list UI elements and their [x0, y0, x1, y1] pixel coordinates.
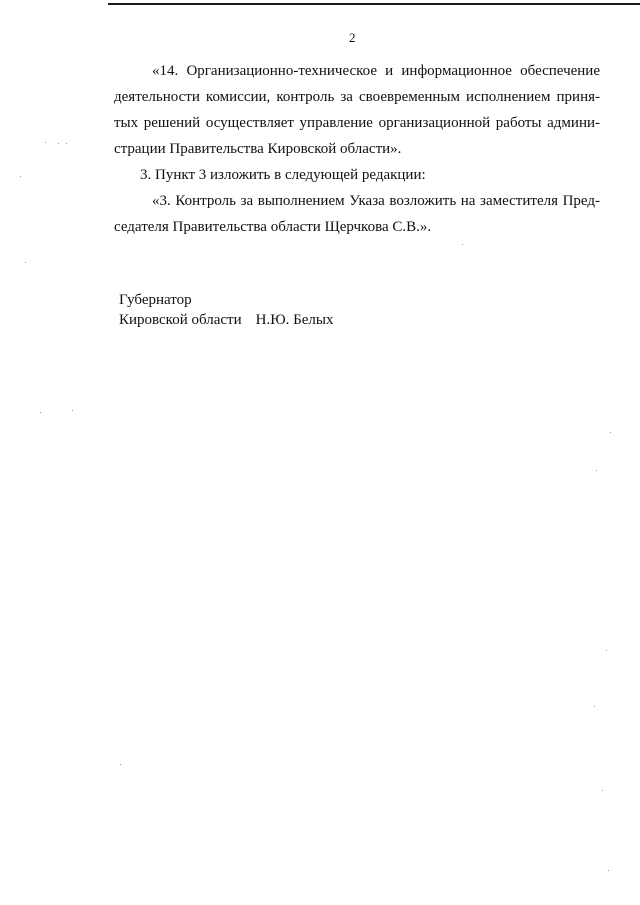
paragraph-14-line-2: деятельности комиссии, контроль за своевременным исполнением приня-	[114, 89, 600, 105]
document-body	[114, 58, 600, 240]
signature-title-line-1: Губернатор	[119, 292, 192, 308]
paragraph-14-line-4: страции Правительства Кировской области».	[114, 141, 402, 157]
scan-speck	[602, 790, 603, 791]
item-3-text-line-2: седателя Правительства области Щерчкова С.В.».	[114, 219, 432, 235]
scan-speck	[66, 143, 67, 144]
top-rule-divider	[108, 3, 640, 5]
item-3-text-line-1: «3. Контроль за выполнением Указа возложить на заместителя Пред-	[152, 193, 600, 209]
scan-speck	[20, 176, 21, 177]
scan-speck	[40, 412, 41, 413]
scan-speck	[45, 142, 46, 143]
page-number: 2	[349, 30, 356, 45]
scan-speck	[120, 764, 121, 765]
signature-block	[119, 290, 333, 330]
paragraph-14-line-3: тых решений осуществляет управление организационной работы админи-	[114, 115, 600, 131]
item-3-heading: 3. Пункт 3 изложить в следующей редакции:	[140, 167, 426, 183]
scan-speck	[58, 143, 59, 144]
scan-speck	[606, 650, 607, 651]
scan-speck	[72, 410, 73, 411]
signature-region: Кировской области	[119, 312, 242, 328]
scan-speck	[25, 262, 26, 263]
paragraph-14-line-1: «14. Организационно-техническое и информационное обеспечение	[152, 63, 600, 79]
signatory-name: Н.Ю. Белых	[255, 312, 334, 328]
scan-speck	[596, 470, 597, 471]
scan-speck	[608, 870, 609, 871]
scan-speck	[610, 432, 611, 433]
scan-speck	[462, 244, 463, 245]
scan-speck	[594, 706, 595, 707]
signature-title-line-2	[119, 310, 333, 330]
